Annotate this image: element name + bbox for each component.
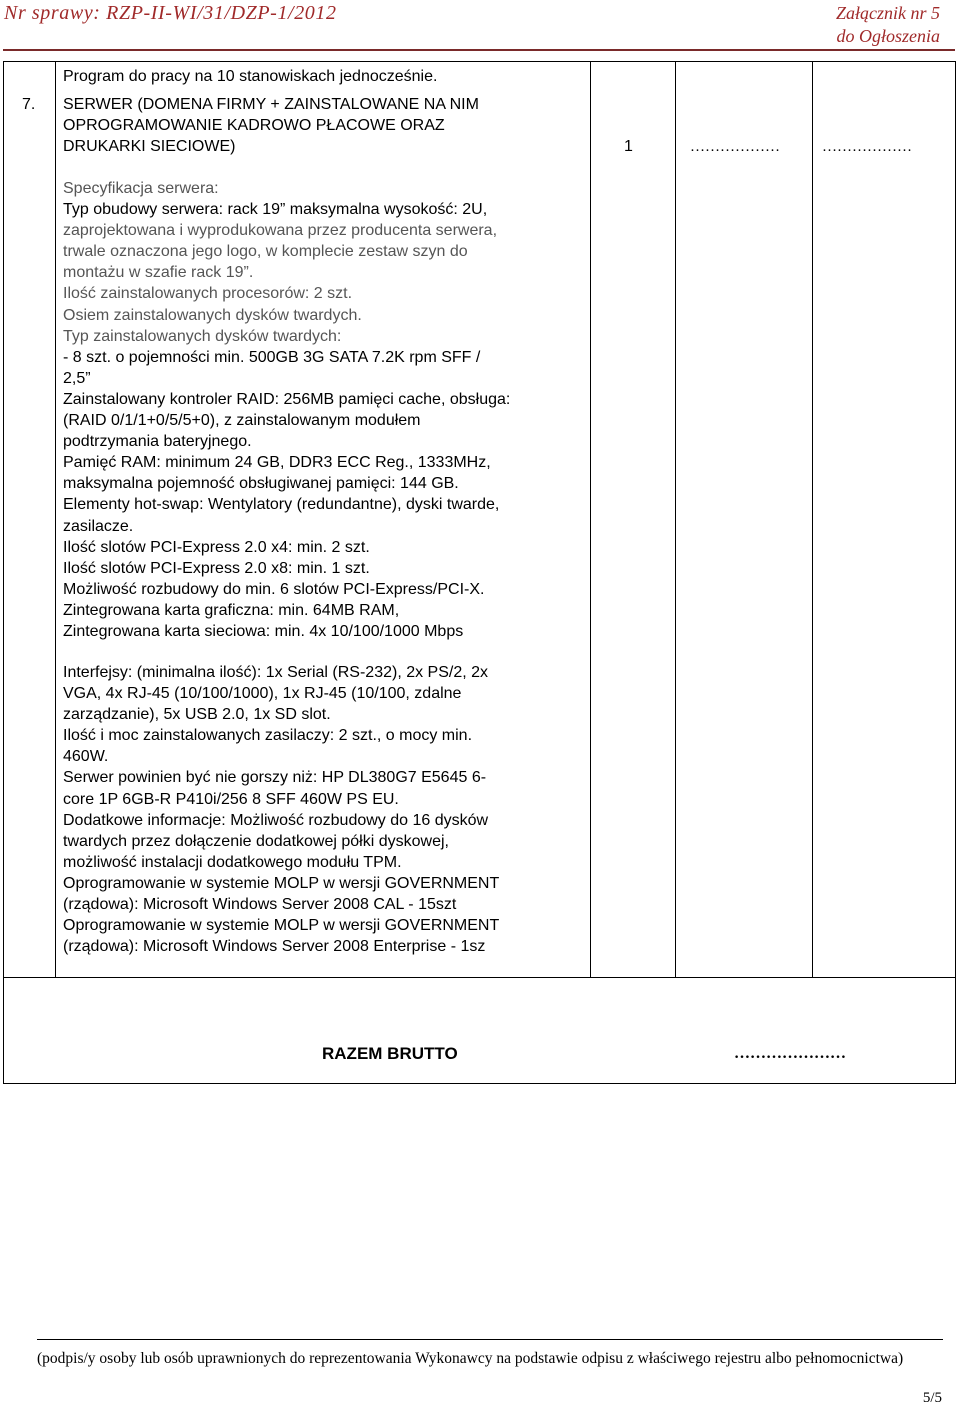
previous-row-text: Program do pracy na 10 stanowiskach jednocześnie. xyxy=(63,68,438,85)
spec-line: Elementy hot-swap: Wentylatory (redundantne), dyski twarde, xyxy=(63,496,500,514)
signature-note: (podpis/y osoby lub osób uprawnionych do reprezentowania Wykonawcy na podstawie odpisu z właściwego rejestru albo pełnomocnictwa) xyxy=(37,1350,904,1367)
item-title-line: SERWER (DOMENA FIRMY + ZAINSTALOWANE NA NIM xyxy=(63,96,479,113)
spec-line: Zainstalowany kontroler RAID: 256MB pamięci cache, obsługa: xyxy=(63,390,511,408)
interface-line: możliwość instalacji dodatkowego modułu TPM. xyxy=(63,853,402,871)
spec-line: Pamięć RAM: minimum 24 GB, DDR3 ECC Reg., 1333MHz, xyxy=(63,454,491,472)
interface-line: (rządowa): Microsoft Windows Server 2008 CAL - 15szt xyxy=(63,896,457,914)
spec-line: (RAID 0/1/1+0/5/5+0), z zainstalowanym modułem xyxy=(63,412,421,430)
interface-line: zarządzanie), 5x USB 2.0, 1x SD slot. xyxy=(63,706,331,724)
spec-line: Zintegrowana karta sieciowa: min. 4x 10/100/1000 Mbps xyxy=(63,622,464,640)
column-divider-price xyxy=(812,61,813,977)
spec-line: 2,5” xyxy=(63,369,91,387)
table-mid-border xyxy=(3,977,956,978)
interface-line: Interfejsy: (minimalna ilość): 1x Serial (RS-232), 2x PS/2, 2x xyxy=(63,664,489,681)
table-left-border xyxy=(3,61,4,1084)
signature-line xyxy=(37,1339,943,1340)
spec-line: podtrzymania bateryjnego. xyxy=(63,433,252,451)
interface-line: VGA, 4x RJ-45 (10/100/1000), 1x RJ-45 (10/100, zdalne xyxy=(63,685,462,703)
total-value-placeholder: ……………… xyxy=(822,139,912,155)
spec-line: - 8 szt. o pojemności min. 500GB 3G SATA 7.2K rpm SFF / xyxy=(63,348,481,366)
table-top-border xyxy=(3,61,956,62)
column-divider-number xyxy=(55,61,56,977)
annex-label: Załącznik nr 5 xyxy=(835,3,940,23)
spec-line: montażu w szafie rack 19”. xyxy=(63,264,254,282)
interface-line: 460W. xyxy=(63,748,109,766)
interface-line: core 1P 6GB-R P410i/256 8 SFF 460W PS EU. xyxy=(63,790,399,808)
total-label: RAZEM BRUTTO xyxy=(322,1044,458,1063)
spec-line: trwale oznaczona jego logo, w komplecie zestaw szyn do xyxy=(63,243,468,261)
spec-line: Typ obudowy serwera: rack 19” maksymalna wysokość: 2U, xyxy=(63,201,488,219)
page-header xyxy=(0,0,960,52)
table-right-border xyxy=(955,61,956,1084)
spec-line: Osiem zainstalowanych dysków twardych. xyxy=(63,306,362,324)
spec-line: Ilość zainstalowanych procesorów: 2 szt. xyxy=(63,285,353,303)
interface-line: Oprogramowanie w systemie MOLP w wersji GOVERNMENT xyxy=(63,917,500,935)
unit-price-placeholder: ……………… xyxy=(690,139,780,155)
case-number: Nr sprawy: RZP-II-WI/31/DZP-1/2012 xyxy=(4,2,337,24)
annex-sublabel: do Ogłoszenia xyxy=(836,26,940,46)
interface-line: Dodatkowe informacje: Możliwość rozbudowy do 16 dysków xyxy=(63,811,489,829)
interface-line: twardych przez dołączenie dodatkowej półki dyskowej, xyxy=(63,832,449,850)
server-specification xyxy=(63,178,510,642)
row-number: 7. xyxy=(22,96,36,113)
spec-line: zasilacze. xyxy=(63,517,134,535)
item-title-line: DRUKARKI SIECIOWE) xyxy=(63,138,236,155)
item-title-line: OPROGRAMOWANIE KADROWO PŁACOWE ORAZ xyxy=(63,117,445,134)
spec-line: Zintegrowana karta graficzna: min. 64MB RAM, xyxy=(63,601,400,619)
spec-line: zaprojektowana i wyprodukowana przez producenta serwera, xyxy=(63,222,498,240)
item-quantity: 1 xyxy=(624,138,633,155)
header-rule xyxy=(3,49,955,51)
spec-line: maksymalna pojemność obsługiwanej pamięci: 144 GB. xyxy=(63,475,459,493)
total-value-placeholder-gross: ………………… xyxy=(734,1045,846,1062)
server-interfaces xyxy=(63,662,499,957)
column-divider-quantity xyxy=(675,61,676,977)
spec-line: Ilość slotów PCI-Express 2.0 x8: min. 1 szt. xyxy=(63,559,370,577)
spec-line: Typ zainstalowanych dysków twardych: xyxy=(63,327,342,345)
interface-line: (rządowa): Microsoft Windows Server 2008 Enterprise - 1sz xyxy=(63,938,486,956)
interface-line: Ilość i moc zainstalowanych zasilaczy: 2 szt., o mocy min. xyxy=(63,727,473,745)
interface-line: Serwer powinien być nie gorszy niż: HP DL380G7 E5645 6- xyxy=(63,769,487,787)
interface-line: Oprogramowanie w systemie MOLP w wersji GOVERNMENT xyxy=(63,874,500,892)
spec-line: Ilość slotów PCI-Express 2.0 x4: min. 2 szt. xyxy=(63,538,370,556)
spec-line: Możliwość rozbudowy do min. 6 slotów PCI-Express/PCI-X. xyxy=(63,580,485,598)
column-divider-description xyxy=(590,61,591,977)
page-number: 5/5 xyxy=(922,1390,942,1406)
spec-line: Specyfikacja serwera: xyxy=(63,180,219,197)
table-bottom-border xyxy=(3,1083,956,1084)
